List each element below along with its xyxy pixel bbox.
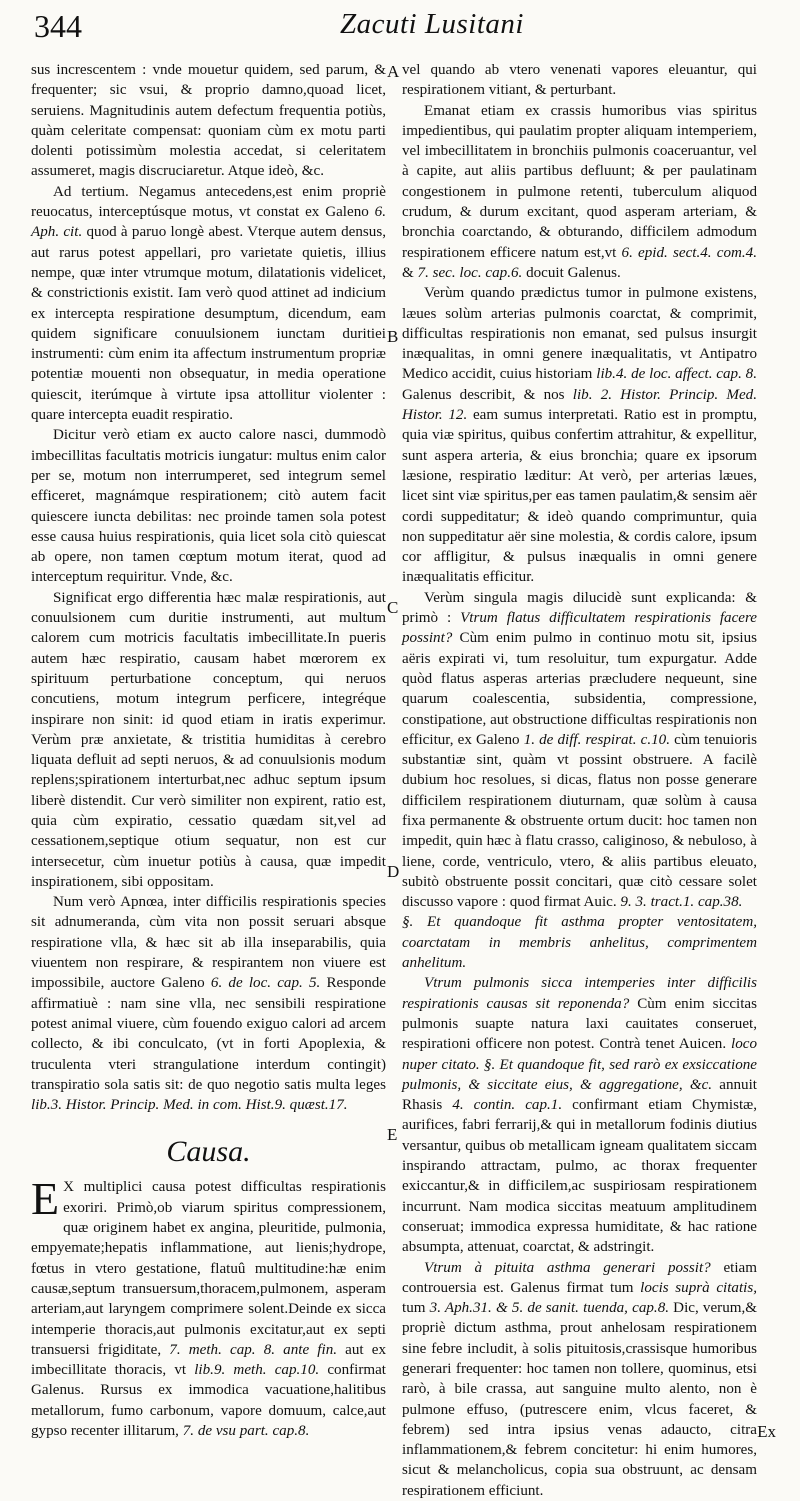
paragraph: Num verò Apnœa, inter difficilis respirationis species sit adnumeranda, cùm vita non possit seruari absque respiratione vlla, & hæc sit ab illa inseparabilis, quia viuentem non respirare, & respirantem non viuere est impossibile, auctore Galeno 6. de loc. cap. 5. Responde affirmatiuè : nam sine vlla, nec sensibili respiratione potest animal viuere, cùm fouendo exiguo calori ad arcem collecto, & ibi conculcato, (vt in forti Apoplexia, & truculenta vteri strangulatione interdum contingit) transpiratio sola satis sit: de quo negotio satis multa leges lib.3. Histor. Princip. Med. in com. Hist.9. quæst.17.: [31, 894, 386, 1114]
paragraph: sus increscentem : vnde mouetur quidem, sed parum, & frequenter; sic vsui, & proprio damno,quoad licet, seruiens. Magnitudinis autem defectum frequentia potiùs, quàm celeritate compensat: quoniam cùm ex motu parti dolenti potissimùm molestia accedat, si celeritatem assumeret, magis discruciaretur. Atque ideò, &c.: [31, 62, 386, 180]
section-heading: Causa.: [166, 1135, 251, 1169]
margin-letter-a: A: [387, 62, 400, 81]
paragraph: Verùm singula magis dilucidè sunt explicanda: & primò : Vtrum flatus difficultatem respirationis facere possint? Cùm enim pulmo in continuo motu sit, ipsius aëris expirati vi, tum resoluitur, tum expurgatur. Adde quòd flatus asperas arterias præcludere nequeunt, sine quarum coalescentia, subsidentia, compressione, constipatione, aut obstructione difficultas respirationis non efficitur, ex Galeno 1. de diff. respirat. c.10. cùm tenuioris substantiæ sint, quàm vt possint obstruere. A facilè dubium hoc resolues, si dicas, flatus non posse generare difficilem respirationem diuturnam, quæ solùm à causa fixa permanente & obstruente ortum ducit: hoc tamen non impedit, quin hæc à flatu crasso, caliginoso, & nebuloso, à liene, corde, ventriculo, vtero, & aliis partibus eleuato, subitò obstruente possit concitari, quæ citò cessare solet discusso vapore : quod firmat Auic. 9. 3. tract.1. cap.38.: [402, 589, 758, 911]
margin-letter-d: D: [387, 862, 400, 881]
left-column: [31, 60, 386, 1441]
running-title: Zacuti Lusitani: [340, 8, 524, 40]
drop-cap: E: [31, 1173, 60, 1225]
paragraph: E X multiplici causa potest difficultas respirationis exoriri. Primò,ob viarum spiritus compressionem, quæ originem habet ex angina, pleuritide, pulmonia, empyemate;hepatis inflammatione, aut lienis;hydrope, fœtus in vtero gestatione, flatuû multitudine:hæ enim causæ,septum transuersum,thoracem,pulmonem, asperam arteriam,aut laryngem comprimere solent.Deinde ex sicca intemperie thoracis,aut pulmonis excitatur,aut ex septi transuersi frigiditate, 7. meth. cap. 8. ante fin. aut ex imbecillitate thoracis, vt lib.9. meth. cap.10. confirmat Galenus. Rursus ex immodica vacuatione,halitibus metallorum, fumo carbonum, vapore domuum, calce,aut gypso recenter illitarum, 7. de vsu part. cap.8.: [31, 1173, 386, 1439]
paragraph: Vtrum à pituita asthma generari possit? etiam controuersia est. Galenus firmat tum locis suprà citatis, tum 3. Aph.31. & 5. de sanit. tuenda, cap.8. Dic, verum,& propriè dictum asthma, prout anhelosam respirationem sine febre includit, à solis pituitosis,crassisque humoribus generari frequenter: hoc tamen non tollere, quominus, etsi rarò, à bile crassa, aut sanguine multo alento, non è pulmone effuso, (putrescere enim, vlcus faceret, & febrem) sed intra ipsius venas adaucto, citra inflammationem,& febrem concitetur: hi enim humores, sicut & melancholicus, copia sua obstruunt, ac densam respirationem efficiunt.: [402, 1259, 757, 1499]
paragraph: Ad tertium. Negamus antecedens,est enim propriè reuocatus, interceptúsque motus, vt constat ex Galeno 6. Aph. cit. quod à paruo longè abest. Vterque autem densus, aut rarus potest appellari, pro varietate quietis, illius nempe, quæ inter vtrumque motum, dilatationis videlicet, & constrictionis existit. Iam verò quod attinet ad indicium ex intercepta respiratione desumptum, dicendum, eam quidem significare conuulsionem iunctam duritiei instrumenti: cùm enim ita affectum instrumentum propriæ potentiæ mouenti non obsequatur, in media operatione quiescit, iterúmque à virtute ipsa attollitur violenter : quare intercepta euadit respiratio.: [31, 183, 386, 424]
paragraph: Vtrum pulmonis sicca intemperies inter difficilis respirationis causas sit reponenda? Cùm enim siccitas pulmonis suapte natura laxi cauitates conseruet, respirationi officere non potest. Contrà tenet Auicen. loco nuper citato. §. Et quandoque fit, sed rarò ex exsiccatione pulmonis, & siccitate eius, & aggregatione, &c. annuit Rhasis 4. contin. cap.1. confirmant etiam Chymistæ, aurifices, fabri ferrarij,& qui in metallorum fodinis diutius versantur, quibus ob metallicam igneam qualitatem siccam inspirando attractam, pulmo, ac thorax frequenter exiccantur,& in difficilem,ac suspiriosam respirationem incurrunt. Nam modica siccitas meatuum amplitudinem conseruat; immodica expressa humiditate, & hac ratione absumpta, attenuat, coarctat, & adstringit.: [402, 975, 757, 1256]
margin-letter-c: C: [387, 598, 399, 617]
margin-letter-b: B: [387, 327, 399, 346]
catchword: Ex: [757, 1422, 776, 1441]
page-header: [20, 8, 780, 50]
paragraph: §. Et quandoque fit asthma propter ventositatem, coarctatam in membris anhelitus, comprimentem anhelitum.: [402, 914, 757, 972]
paragraph: Significat ergo differentia hæc malæ respirationis, aut conuulsionem cum duritie instrumenti, aut multum calorem cum motricis facultatis imbecillitate.In pueris autem hæc respiratio, causam habet mœrorem ex spirituum perturbatione conceptum, qui neruos concutiens, motum integrum perficere, integréque inspirare non sinit: id quod etiam in iratis experimur. Verùm præ anxietate, & tristitia humiditas à cerebro liquata defluit ad septi neruos, & ad conuulsionis modum replens;spirationem interturbat,nec adhuc septum ipsum liberè distendit. Cur verò similiter non expirent, ratio est, quia cùm expiratio, cessatio quædam sit,vel ad cessationem,septique otium sequatur, non est cur intersecetur, cùm inuetur potiùs à causa, quæ impedit inspirationem, sibi oppositam.: [31, 589, 386, 890]
paragraph: Emanat etiam ex crassis humoribus vias spiritus impedientibus, qui paulatim propter aliquam intemperiem, vel imbecillitatem in bronchiis pulmonis coaceruantur, vel à capite, aut aliis partibus defluunt; & per paulatinam congestionem in pulmone retenti, tuberculum aliquod crudum, & durum excitant, quod asperam arteriam, & bronchia coarctando, & obturando, difficilem admodum respirationem efficere natum est,vt 6. epid. sect.4. com.4. & 7. sec. loc. cap.6. docuit Galenus.: [402, 102, 757, 281]
paragraph: Verùm quando prædictus tumor in pulmone existens, læues solùm arterias pulmonis coarctat, & comprimit, difficultas respirationis non emanat, sed pulsus insurgit inæqualitas, in omni genere inæqualitatis, vt Antipatro Medico accidit, cuius historiam lib.4. de loc. affect. cap. 8. Galenus describit, & nos lib. 2. Histor. Princip. Med. Histor. 12. eam sumus interpretati. Ratio est in promptu, quia viæ spiritus, quibus confertim attrahitur, & expellitur, sunt aspera arteria, & eius bronchia; quare ex ipsorum læsione, respiratio læditur: At verò, per arterias læues, licet sint viæ spiritus,per eas tamen paulatim,& sensim aër cordi suppeditatur; & ideò quando comprimuntur, quia non suppeditatur aër sine molestia, & cordis calore, ipsum cor affligitur, & pulsus inæqualis in omni genere inæqualitatis efficitur.: [402, 285, 758, 586]
page-number: 344: [34, 8, 82, 44]
margin-letter-e: E: [387, 1125, 398, 1144]
right-column: [402, 60, 757, 1501]
paragraph: vel quando ab vtero venenati vapores eleuantur, qui respirationem vitiant, & perturbant.: [402, 62, 757, 99]
paragraph: Dicitur verò etiam ex aucto calore nasci, dummodò imbecillitas facultatis motricis iungatur: multus enim calor per se, motum non interrumperet, sed integrum semel efficeret, magnámque respirationem; citò autem facit quiescere iuncta debilitas: nec proinde tamen sola potest esse causa huius respirationis, quia licet sola citò quiescat ab opere, non tamen cœptum motum iterat, quod ad interceptum requiritur. Vnde, &c.: [31, 427, 386, 586]
